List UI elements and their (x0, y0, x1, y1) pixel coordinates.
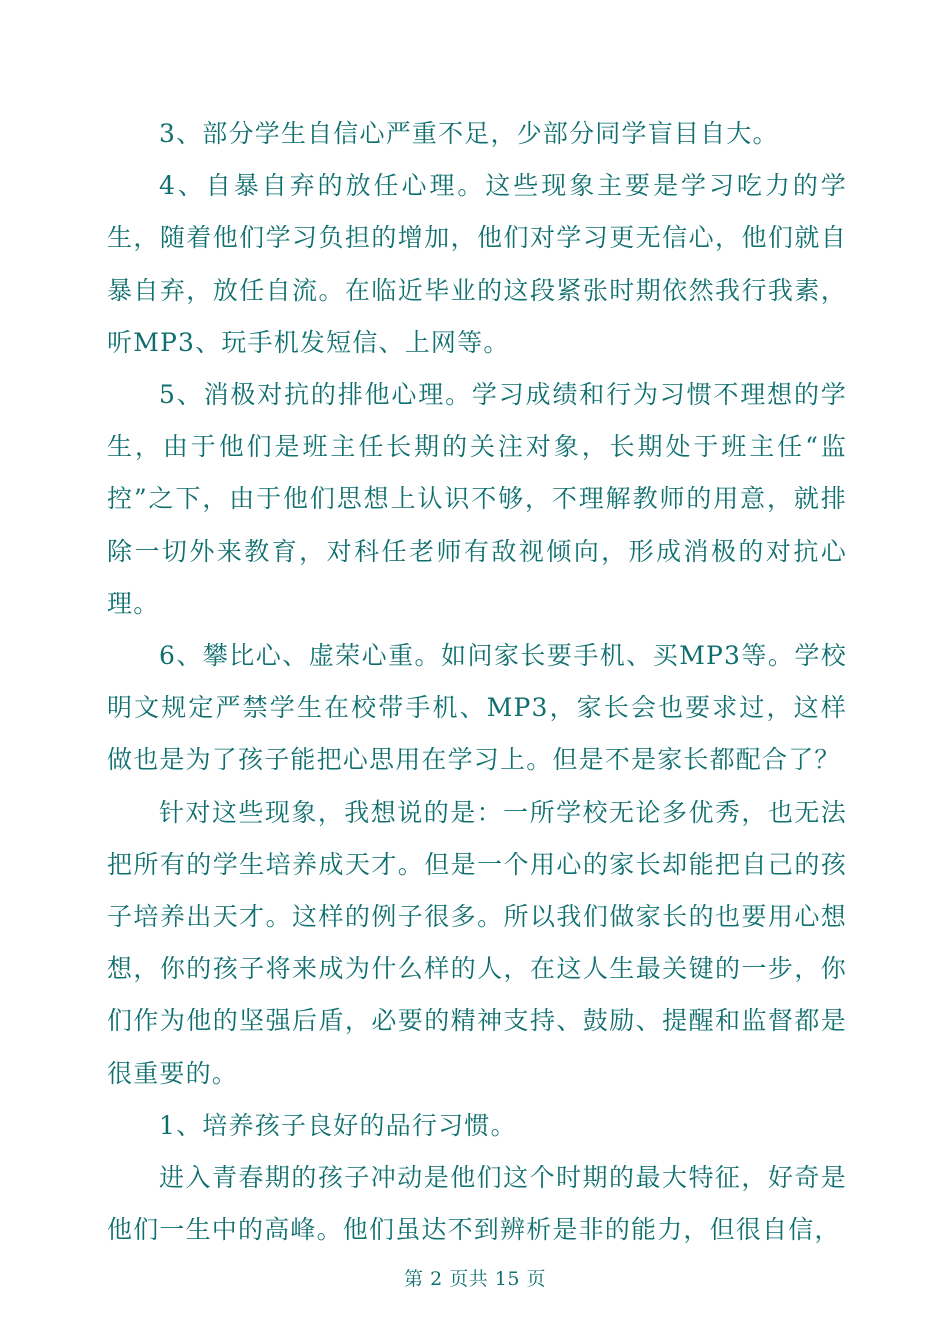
page-footer: 第 2 页共 15 页 (404, 1268, 546, 1290)
paragraph-item-3: 3、部分学生自信心严重不足，少部分同学盲目自大。 (159, 119, 779, 148)
document-body (107, 108, 847, 1256)
paragraph-summary: 针对这些现象，我想说的是：一所学校无论多优秀，也无法把所有的学生培养成天才。但是一个用心的家长却能把自己的孩子培养出天才。这样的例子很多。所以我们做家长的也要用心想想，你的孩子将来成为什么样的人，在这人生最关键的一步，你们作为他的坚强后盾，必要的精神支持、鼓励、提醒和监督都是很重要的。 (107, 797, 847, 1088)
paragraph-youth: 进入青春期的孩子冲动是他们这个时期的最大特征，好奇是他们一生中的高峰。他们虽达不到辨析是非的能力，但很自信， (107, 1163, 847, 1245)
paragraph-item-5: 5、消极对抗的排他心理。学习成绩和行为习惯不理想的学生，由于他们是班主任长期的关注对象，长期处于班主任“监控”之下，由于他们思想上认识不够，不理解教师的用意，就排除一切外来教育，对科任老师有敌视倾向，形成消极的对抗心理。 (107, 380, 847, 618)
paragraph-item-6: 6、攀比心、虚荣心重。如问家长要手机、买MP3等。学校明文规定严禁学生在校带手机、MP3，家长会也要求过，这样做也是为了孩子能把心思用在学习上。但是不是家长都配合了？ (107, 641, 847, 775)
paragraph-item-4: 4、自暴自弃的放任心理。这些现象主要是学习吃力的学生，随着他们学习负担的增加，他们对学习更无信心，他们就自暴自弃，放任自流。在临近毕业的这段紧张时期依然我行我素，听MP3、玩手机发短信、上网等。 (107, 171, 847, 357)
paragraph-heading-1: 1、培养孩子良好的品行习惯。 (159, 1110, 517, 1140)
